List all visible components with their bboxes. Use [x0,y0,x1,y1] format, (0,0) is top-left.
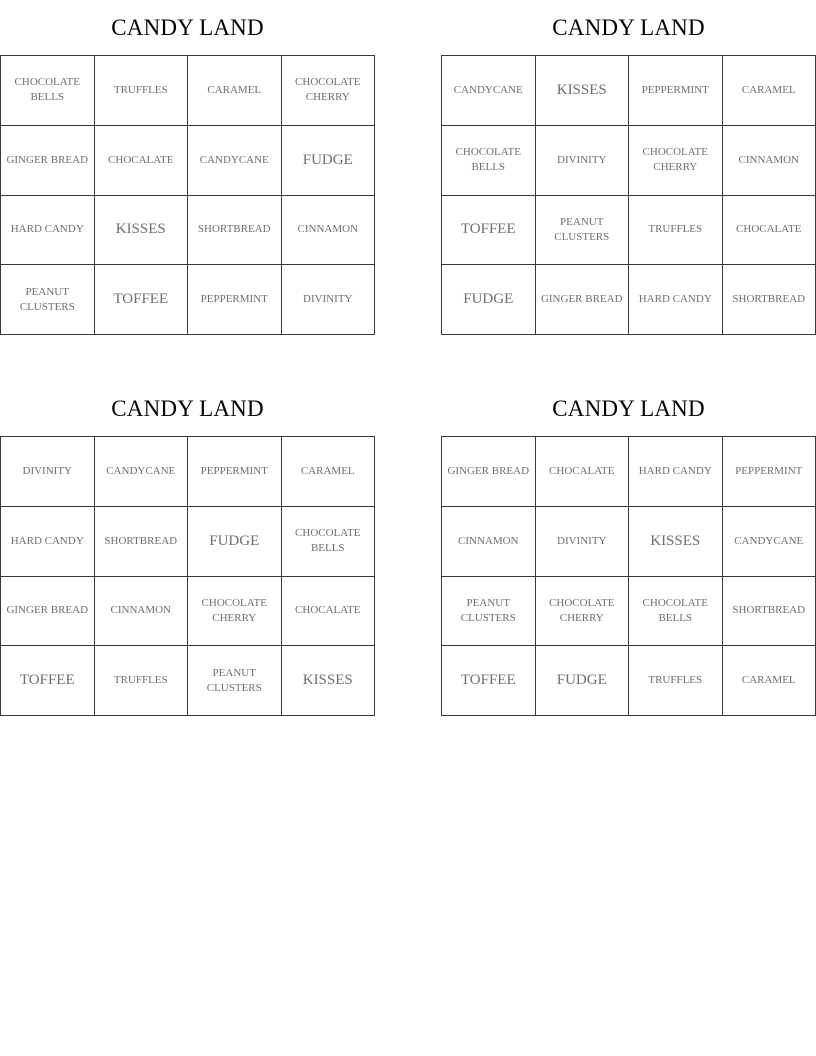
bingo-cell: KISSES [536,56,630,126]
bingo-card-4 [441,381,816,716]
bingo-cell: TRUFFLES [629,196,723,266]
bingo-cell: CARAMEL [188,56,282,126]
bingo-cell: CHOCOLATE CHERRY [629,126,723,196]
bingo-grid [441,436,816,716]
bingo-cell: CARAMEL [723,56,816,126]
bingo-cell: CHOCALATE [95,126,189,196]
bingo-cell: SHORTBREAD [723,577,816,647]
bingo-cell: CHOCOLATE CHERRY [282,56,376,126]
bingo-cell: KISSES [95,196,189,266]
bingo-cell: FUDGE [282,126,376,196]
bingo-cell: PEPPERMINT [723,437,816,507]
bingo-cell: CANDYCANE [442,56,536,126]
bingo-cell: TOFFEE [1,646,95,716]
bingo-cell: CHOCALATE [282,577,376,647]
bingo-cell: CHOCOLATE BELLS [1,56,95,126]
bingo-cell: HARD CANDY [1,507,95,577]
bingo-card-2 [441,0,816,335]
bingo-cell: CHOCALATE [723,196,816,266]
bingo-cell: SHORTBREAD [95,507,189,577]
bingo-cell: PEPPERMINT [188,265,282,335]
bingo-cell: TOFFEE [95,265,189,335]
bingo-cell: DIVINITY [536,126,630,196]
bingo-cell: GINGER BREAD [1,126,95,196]
bingo-cell: HARD CANDY [629,265,723,335]
bingo-cell: TRUFFLES [95,646,189,716]
bingo-cell: CANDYCANE [95,437,189,507]
bingo-cell: TOFFEE [442,646,536,716]
bingo-cell: DIVINITY [536,507,630,577]
bingo-cell: PEPPERMINT [188,437,282,507]
bingo-cell: CHOCOLATE CHERRY [188,577,282,647]
bingo-cell: DIVINITY [282,265,376,335]
bingo-cell: FUDGE [536,646,630,716]
bingo-cell: CINNAMON [723,126,816,196]
bingo-card-3 [0,381,375,716]
bingo-cell: CINNAMON [95,577,189,647]
bingo-cell: CHOCALATE [536,437,630,507]
bingo-cell: FUDGE [442,265,536,335]
bingo-cell: KISSES [282,646,376,716]
bingo-cell: GINGER BREAD [442,437,536,507]
bingo-cell: CINNAMON [282,196,376,266]
bingo-cell: CANDYCANE [723,507,816,577]
bingo-cell: FUDGE [188,507,282,577]
bingo-cell: PEANUT CLUSTERS [536,196,630,266]
card-title: CANDY LAND [552,396,705,421]
bingo-cell: HARD CANDY [1,196,95,266]
bingo-cell: CANDYCANE [188,126,282,196]
card-title: CANDY LAND [111,15,264,40]
bingo-cell: CARAMEL [723,646,816,716]
bingo-grid [0,55,375,335]
bingo-cell: PEANUT CLUSTERS [442,577,536,647]
card-title: CANDY LAND [111,396,264,421]
bingo-cell: HARD CANDY [629,437,723,507]
bingo-card-1 [0,0,375,335]
bingo-cell: SHORTBREAD [723,265,816,335]
bingo-cell: CHOCOLATE BELLS [282,507,376,577]
bingo-cell: PEANUT CLUSTERS [1,265,95,335]
bingo-cell: SHORTBREAD [188,196,282,266]
bingo-cell: KISSES [629,507,723,577]
bingo-cell: TRUFFLES [95,56,189,126]
bingo-cell: GINGER BREAD [1,577,95,647]
card-title: CANDY LAND [552,15,705,40]
bingo-grid [441,55,816,335]
bingo-grid [0,436,375,716]
bingo-cell: CHOCOLATE BELLS [442,126,536,196]
bingo-cell: PEPPERMINT [629,56,723,126]
bingo-cell: CINNAMON [442,507,536,577]
bingo-cell: TOFFEE [442,196,536,266]
bingo-cell: CHOCOLATE CHERRY [536,577,630,647]
bingo-cell: DIVINITY [1,437,95,507]
bingo-cell: CHOCOLATE BELLS [629,577,723,647]
bingo-cell: PEANUT CLUSTERS [188,646,282,716]
bingo-cell: CARAMEL [282,437,376,507]
bingo-cell: TRUFFLES [629,646,723,716]
bingo-cell: GINGER BREAD [536,265,630,335]
